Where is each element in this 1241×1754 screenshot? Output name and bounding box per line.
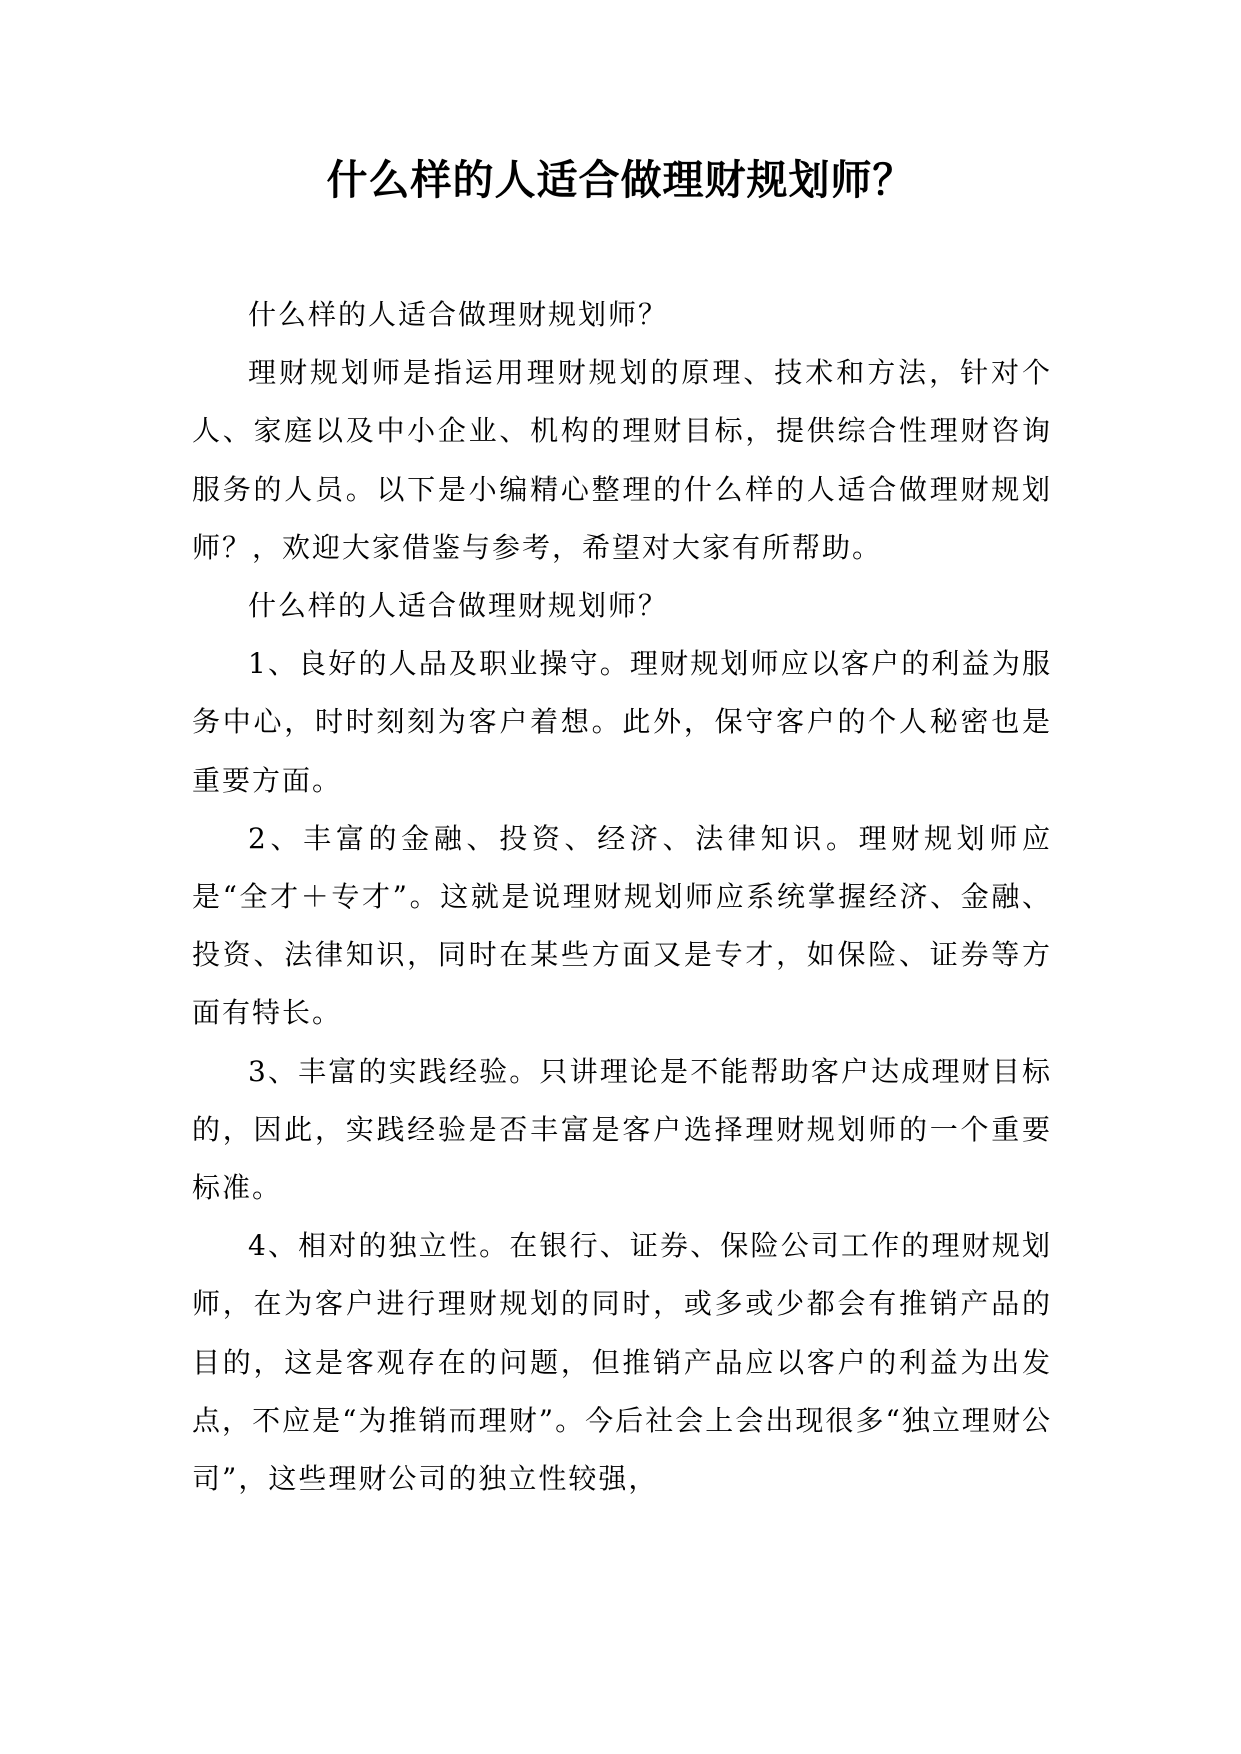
paragraph-definition: 理财规划师是指运用理财规划的原理、技术和方法，针对个人、家庭以及中小企业、机构的理财目标，提供综合性理财咨询服务的人员。以下是小编精心整理的什么样的人适合做理财规划师？，欢迎大家借鉴与参考，希望对大家有所帮助。 bbox=[192, 356, 1052, 564]
paragraph-intro-heading: 什么样的人适合做理财规划师？ bbox=[248, 298, 669, 331]
document-body bbox=[192, 286, 1052, 1508]
paragraph-point-4: 4、相对的独立性。在银行、证券、保险公司工作的理财规划师，在为客户进行理财规划的同时，或多或少都会有推销产品的目的，这是客观存在的问题，但推销产品应以客户的利益为出发点，不应是“为推销而理财”。今后社会上会出现很多“独立理财公司”，这些理财公司的独立性较强， bbox=[192, 1229, 1052, 1496]
paragraph-point-2: 2、丰富的金融、投资、经济、法律知识。理财规划师应是“全才＋专才”。这就是说理财规划师应系统掌握经济、金融、投资、法律知识，同时在某些方面又是专才，如保险、证券等方面有特长。 bbox=[192, 821, 1052, 1030]
document-title: 什么样的人适合做理财规划师？ bbox=[326, 156, 915, 204]
paragraph-point-1: 1、良好的人品及职业操守。理财规划师应以客户的利益为服务中心，时时刻刻为客户着想。此外，保守客户的个人秘密也是重要方面。 bbox=[192, 647, 1052, 797]
paragraph-point-3: 3、丰富的实践经验。只讲理论是不能帮助客户达成理财目标的，因此，实践经验是否丰富是客户选择理财规划师的一个重要标准。 bbox=[192, 1054, 1052, 1205]
paragraph-section-heading: 什么样的人适合做理财规划师？ bbox=[248, 589, 669, 623]
